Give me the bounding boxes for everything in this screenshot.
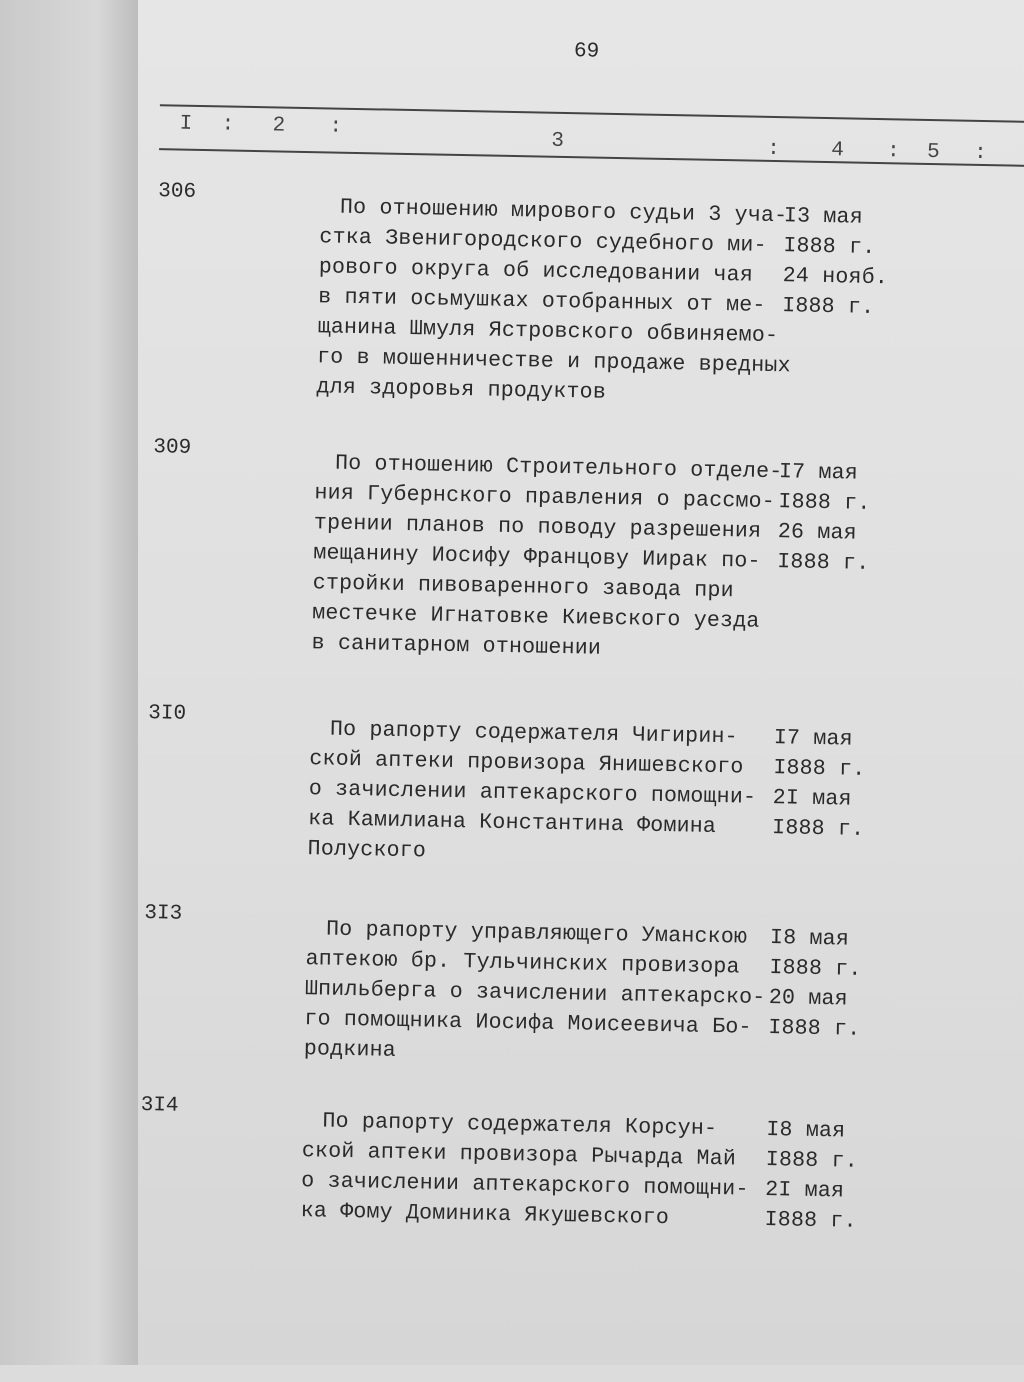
entry-date: I8 мая: [766, 1118, 846, 1144]
entry-text-line: аптекою бр. Тульчинских провизора: [305, 947, 740, 980]
entry-text-line: щанина Шмуля Ястровского обвиняемо-: [317, 315, 779, 349]
entry-date: 2I мая: [764, 1178, 845, 1204]
entry-date: I888 г.: [777, 550, 870, 576]
entry-date: I888 г.: [773, 756, 866, 782]
page-number: 69: [573, 40, 600, 64]
entry-text-line: стройки пивоваренного завода при: [312, 571, 734, 604]
entry-text-line: По отношению мирового судьи 3 уча-: [339, 195, 788, 229]
entry-date: 2I мая: [772, 786, 852, 812]
entry-text-line: По рапорту содержателя Корсун-: [322, 1109, 718, 1142]
entry-text-line: мещанину Иосифу Францову Иирак по-: [313, 541, 761, 574]
entry-text-line: ской аптеки провизора Рычарда Май: [301, 1139, 737, 1172]
entry-text-line: Шпильберга о зачислении аптекарско-: [304, 977, 766, 1010]
entry-text-line: По рапорту содержателя Чигирин-: [329, 717, 739, 750]
entry-text-line: местечке Игнатовке Киевского уезда: [311, 601, 760, 634]
entry-date: I888 г.: [778, 490, 871, 516]
column-separator: :: [329, 115, 343, 139]
column-header-5: 5: [926, 140, 940, 165]
column-header-3: 3: [551, 129, 565, 153]
header-top-rule: [160, 104, 1024, 123]
entry-date: 20 мая: [768, 986, 849, 1012]
entry-number: 3I3: [144, 902, 183, 926]
entry-text-line: стка Звенигородского судебного ми-: [319, 225, 767, 258]
column-separator: :: [886, 140, 900, 164]
entry-text-line: По рапорту управляющего Уманскою: [325, 917, 748, 950]
column-separator: :: [221, 113, 235, 137]
entry-text-line: о зачислении аптекарского помощни-: [301, 1169, 749, 1202]
entry-date: I888 г.: [764, 1208, 857, 1234]
entry-text-line: ской аптеки провизора Янишевского: [309, 747, 744, 780]
entry-text-line: в санитарном отношении: [311, 631, 602, 661]
column-separator: :: [973, 141, 987, 166]
entry-text-line: По отношению Строительного отделе-: [334, 451, 783, 485]
entry-date: I3 мая: [783, 204, 864, 230]
entry-date: 24 нояб.: [782, 264, 889, 291]
entry-text-line: родкина: [303, 1037, 397, 1063]
entry-text-line: го помощника Иосифа Моисеевича Бо-: [304, 1007, 752, 1040]
entry-number: 309: [153, 436, 192, 460]
column-header-4: 4: [830, 139, 844, 163]
entry-date: I888 г.: [768, 1016, 861, 1042]
entry-date: 26 мая: [777, 520, 857, 546]
entry-text-line: трении планов по поводу разрешения: [313, 511, 762, 544]
column-separator: :: [766, 137, 780, 162]
entry-text-line: го в мошенничестве и продаже вредных: [316, 345, 791, 379]
entry-date: I888 г.: [783, 234, 876, 260]
entry-date: I8 мая: [769, 926, 850, 952]
column-header-2: 2: [272, 114, 286, 138]
entry-date: I888 г.: [781, 294, 875, 320]
entry-number: 3I4: [140, 1094, 179, 1118]
entry-date: I888 г.: [765, 1148, 859, 1174]
entry-text-line: ка Фому Доминика Якушевского: [300, 1199, 670, 1231]
entry-text-line: Полуского: [307, 837, 427, 864]
entry-number: 306: [158, 180, 197, 204]
entry-text-line: для здоровья продуктов: [316, 375, 607, 405]
entry-text-line: в пяти осьмушках отобранных от ме-: [318, 285, 766, 318]
entry-text-line: ния Губернского правления о рассмо-: [314, 481, 776, 515]
column-header-1: I: [179, 112, 193, 136]
entry-text-line: ка Камилиана Константина Фомина: [307, 807, 717, 839]
entry-number: 3I0: [147, 702, 187, 726]
entry-date: I7 мая: [778, 460, 859, 486]
entry-date: I888 г.: [771, 816, 865, 842]
entry-text-line: рового округа об исследовании чая: [318, 255, 754, 288]
entry-date: I7 мая: [773, 726, 854, 752]
entry-date: I888 г.: [769, 956, 862, 982]
entry-text-line: о зачислении аптекарского помощни-: [308, 777, 757, 810]
